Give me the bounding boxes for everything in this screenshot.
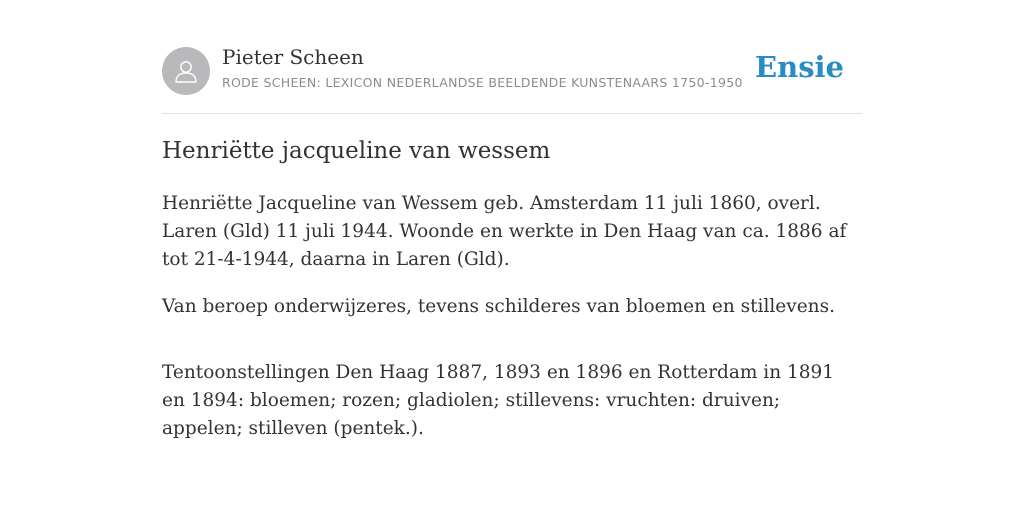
- article-paragraph: Van beroep onderwijzeres, tevens schilderes van bloemen en stillevens.: [162, 296, 835, 317]
- author-avatar[interactable]: [162, 47, 210, 95]
- user-icon: [172, 57, 200, 85]
- article-paragraph: Tentoonstellingen Den Haag 1887, 1893 en 1896 en Rotterdam in 1891 en 1894: bloemen; rozen; gladiolen; stillevens: vruchten: druiven; appelen; stilleven (pentek.).: [162, 362, 835, 439]
- article-body: [162, 190, 862, 462]
- ensie-logo[interactable]: Ensie: [755, 50, 844, 84]
- paragraph-gap: [162, 340, 862, 359]
- author-name[interactable]: Pieter Scheen: [222, 45, 364, 69]
- entry-header: [162, 0, 862, 114]
- source-name[interactable]: RODE SCHEEN: LEXICON NEDERLANDSE BEELDENDE KUNSTENAARS 1750-1950: [222, 75, 743, 90]
- article-paragraph: Henriëtte Jacqueline van Wessem geb. Amsterdam 11 juli 1860, overl. Laren (Gld) 11 juli 1944. Woonde en werkte in Den Haag van ca. 1886 af tot 21-4-1944, daarna in Laren (Gld).: [162, 193, 847, 270]
- page-title: Henriëtte jacqueline van wessem: [162, 138, 551, 164]
- entry-card: [162, 0, 862, 439]
